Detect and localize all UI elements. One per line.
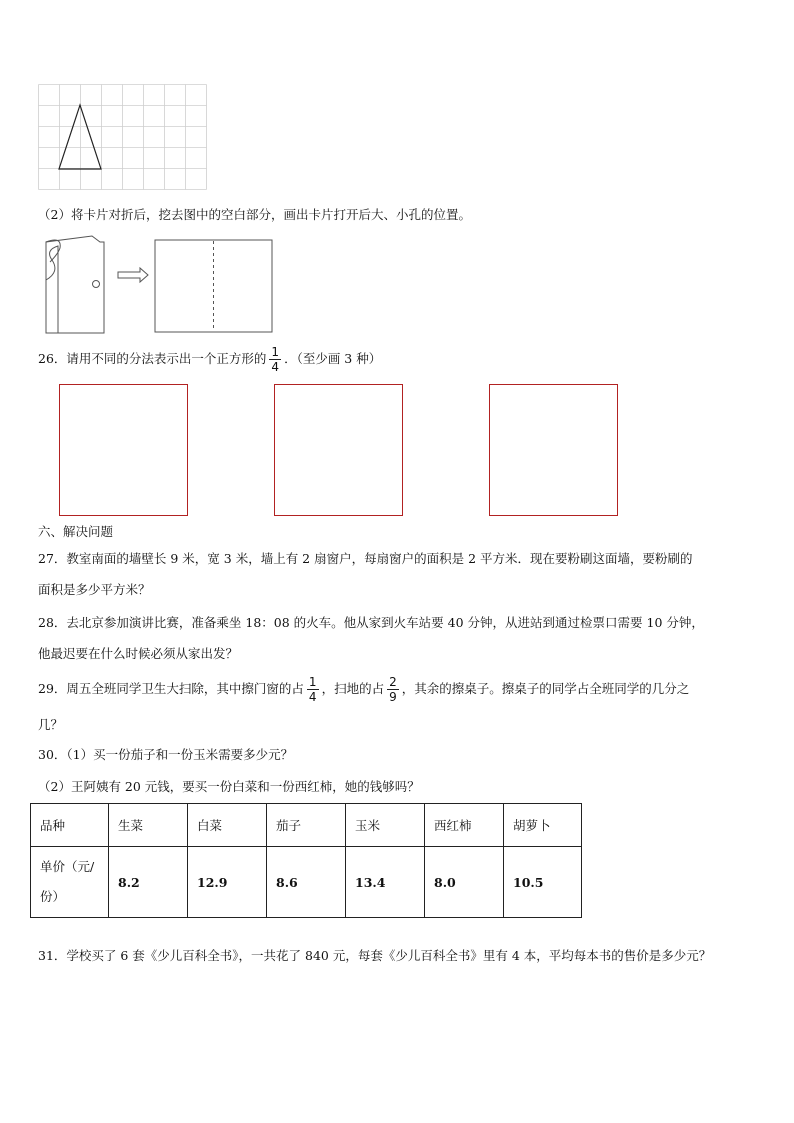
q29-fraction-2-numerator: 2 xyxy=(389,675,397,689)
q29-line2: 几？ xyxy=(38,717,64,732)
q29-fraction-2-denominator: 9 xyxy=(389,690,397,704)
q31-text: 31．学校买了 6 套《少儿百科全书》，一共花了 840 元，每套《少儿百科全书》里有 4 本，平均每本书的售价是多少元？ xyxy=(38,948,712,963)
q26-fraction xyxy=(269,345,281,374)
q28-line2: 他最迟要在什么时候必须从家出发？ xyxy=(38,646,239,661)
table-price-3: 8.6 xyxy=(267,847,346,918)
q28-line1: 28．去北京参加演讲比赛，准备乘坐 18：08 的火车。他从家到火车站要 40 分钟，从进站到通过检票口需要 10 分钟， xyxy=(38,615,704,630)
square-box-3 xyxy=(489,384,618,516)
table-header-label: 品种 xyxy=(31,804,109,847)
q25-part2-text: （2）将卡片对折后，挖去图中的空白部分，画出卡片打开后大、小孔的位置。 xyxy=(38,207,471,222)
square-box-2 xyxy=(274,384,403,516)
q26-fraction-numerator: 1 xyxy=(271,345,280,359)
table-item-6: 胡萝卜 xyxy=(504,804,582,847)
q29-part2: ，扫地的占 xyxy=(321,681,385,696)
q30-part2: （2）王阿姨有 20 元钱，要买一份白菜和一份西红柿，她的钱够吗？ xyxy=(38,779,420,794)
table-price-label-line2: 份） xyxy=(40,889,66,904)
q29-fraction-1-numerator: 1 xyxy=(308,675,317,689)
q26-fraction-denominator: 4 xyxy=(271,360,280,374)
table-price-5: 8.0 xyxy=(425,847,504,918)
grid-triangle-figure xyxy=(38,84,208,192)
q26-text xyxy=(38,345,381,374)
q26-prefix: 26．请用不同的分法表示出一个正方形的 xyxy=(38,351,267,366)
q29-fraction-1 xyxy=(307,675,319,704)
table-price-2: 12.9 xyxy=(188,847,267,918)
table-item-4: 玉米 xyxy=(346,804,425,847)
table-item-2: 白菜 xyxy=(188,804,267,847)
triangle-shape xyxy=(59,105,101,169)
table-price-6: 10.5 xyxy=(504,847,582,918)
q29-line1 xyxy=(38,674,689,704)
table-price-row xyxy=(31,847,582,918)
q27-line2: 面积是多少平方米？ xyxy=(38,582,151,597)
q26-suffix: ．（至少画 3 种） xyxy=(284,351,382,366)
table-price-label xyxy=(31,847,109,918)
q30-part1: 30．（1）买一份茄子和一份玉米需要多少元？ xyxy=(38,747,294,762)
table-item-3: 茄子 xyxy=(267,804,346,847)
q29-part3: ，其余的擦桌子。擦桌子的同学占全班同学的几分之 xyxy=(401,681,690,696)
q29-fraction-2 xyxy=(387,675,399,704)
table-header-row xyxy=(31,804,582,847)
folded-card-figure xyxy=(40,232,280,336)
q29-fraction-1-denominator: 4 xyxy=(308,690,317,704)
table-price-1: 8.2 xyxy=(109,847,188,918)
square-box-1 xyxy=(59,384,188,516)
table-item-5: 西红柿 xyxy=(425,804,504,847)
vegetable-price-table xyxy=(30,803,582,918)
table-price-4: 13.4 xyxy=(346,847,425,918)
table-item-1: 生菜 xyxy=(109,804,188,847)
q29-part1: 29．周五全班同学卫生大扫除，其中擦门窗的占 xyxy=(38,681,304,696)
section6-title: 六、解决问题 xyxy=(38,524,114,539)
q27-line1: 27．教室南面的墙壁长 9 米，宽 3 米，墙上有 2 扇窗户，每扇窗户的面积是 2 平方米．现在要粉刷这面墙，要粉刷的 xyxy=(38,551,693,566)
table-price-label-line1: 单价（元/ xyxy=(40,859,95,874)
